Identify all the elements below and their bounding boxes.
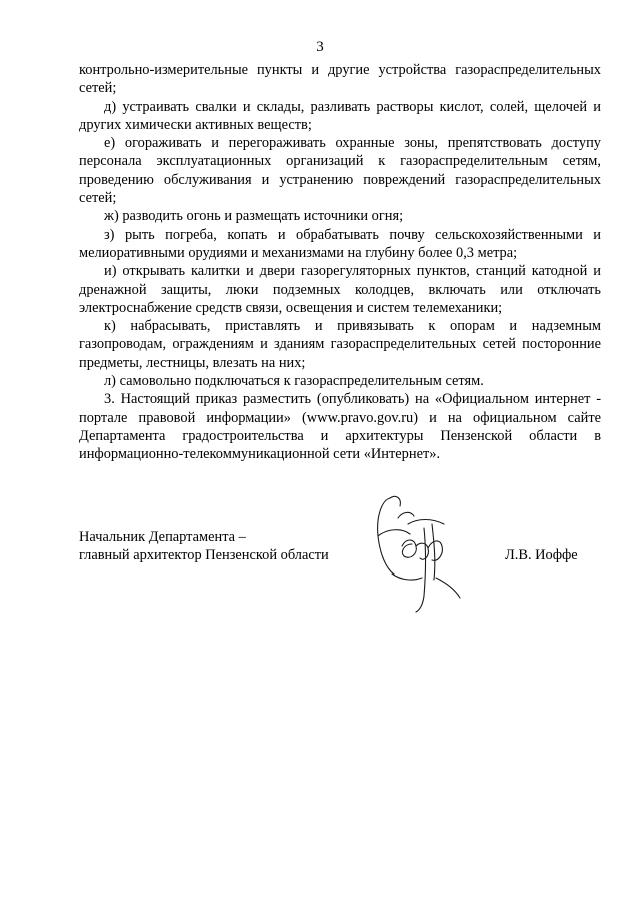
paragraph-clause-3: 3. Настоящий приказ разместить (опубликовать) на «Официальном интернет - портале правовой информации» (www.pravo.gov.ru) и на официальном сайте Департамента градостроительства и архитектуры Пензенской области в информационно-телекоммуникационной сети «Интернет». [79,391,601,463]
paragraph-item-i: и) открывать калитки и двери газорегуляторных пунктов, станций катодной и дренажной защиты, люки подземных колодцев, включать или отключать электроснабжение средств связи, освещения и систем телемеханики; [79,263,601,316]
document-body [79,61,601,464]
page-number: 3 [316,39,324,55]
paragraph-item-l: л) самовольно подключаться к газораспределительным сетям. [104,373,484,390]
paragraph-item-zh: ж) разводить огонь и размещать источники огня; [104,208,404,225]
signer-position [79,528,329,565]
paragraph-item-e: е) огораживать и перегораживать охранные зоны, препятствовать доступу персонала эксплуатационных организаций к газораспределительным сетям, проведению обслуживания и устранению повреждений газораспределительных сетей; [79,135,601,207]
paragraph-item-d: д) устраивать свалки и склады, разливать растворы кислот, солей, щелочей и других химически активных веществ; [79,98,601,133]
signer-position-line-1: Начальник Департамента – [79,529,246,545]
signer-position-line-2: главный архитектор Пензенской области [79,547,329,564]
paragraph-continuation: контрольно-измерительные пункты и другие устройства газораспределительных сетей; [79,62,601,97]
paragraph-item-k: к) набрасывать, приставлять и привязывать к опорам и надземным газопроводам, ограждениям и зданиям газораспределительных сетей посторонние предметы, лестницы, влезать на них; [79,318,601,371]
paragraph-item-z: з) рыть погреба, копать и обрабатывать почву сельскохозяйственными и мелиоративными орудиями и механизмами на глубину более 0,3 метра; [79,226,601,261]
handwritten-signature [362,488,472,618]
signer-name: Л.В. Иоффе [505,547,578,563]
